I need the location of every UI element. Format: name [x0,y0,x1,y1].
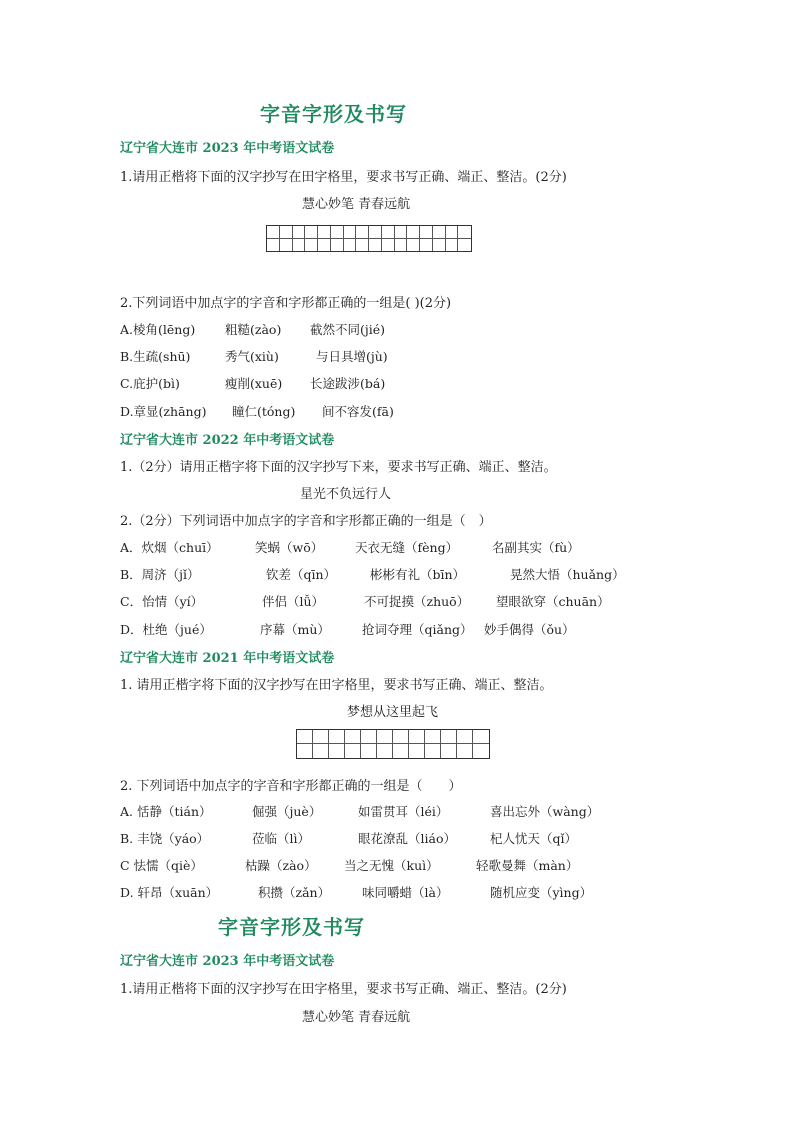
question-1-2023: 1.请用正楷将下面的汉字抄写在田字格里，要求书写正确、端正、整洁。(2分) [120,170,567,185]
option-b-2022-2: 钦差（qīn） [266,567,337,582]
option-a-2022-3: 天衣无缝（fèng） [355,540,459,555]
tianzige-grid-2021 [296,729,490,759]
option-b-2021-3: 眼花潦乱（liáo） [358,831,456,846]
option-d-2021-2: 积攒（zǎn） [258,885,331,900]
option-c-2022-1: C．怡情（yí） [120,594,204,609]
option-b-2023-2: 秀气(xiù) [225,349,279,364]
tianzige-grid-2023 [266,225,472,252]
option-c-2021-3: 当之无愧（kuì） [344,858,439,873]
option-b-2022-3: 彬彬有礼（bīn） [370,567,466,582]
option-c-2021-1: C 怯懦（qiè） [120,858,203,873]
option-c-2022-3: 不可捉摸（zhuō） [364,594,470,609]
section-heading-2021: 辽宁省大连市 2021 年中考语文试卷 [120,651,335,666]
question-1-2022: 1.（2分）请用正楷字将下面的汉字抄写下来，要求书写正确、端正、整洁。 [120,460,557,475]
copy-text-2022: 星光不负远行人 [300,487,392,502]
option-c-2022-4: 望眼欲穿（chuān） [496,594,610,609]
option-c-2021-2: 枯躁（zào） [245,858,317,873]
option-b-2022-4: 晃然大悟（huǎng） [510,567,625,582]
option-b-2021-2: 莅临（lì） [252,831,310,846]
option-c-2023-1: C.庇护(bì) [120,376,180,391]
option-a-2021-4: 喜出忘外（wàng） [490,804,600,819]
question-2-2021: 2. 下列词语中加点字的字音和字形都正确的一组是（ ） [120,779,462,794]
question-2-2022: 2.（2分）下列词语中加点字的字音和字形都正确的一组是（ ） [120,514,492,529]
option-b-2021-1: B. 丰饶（yáo） [120,831,210,846]
option-d-2022-3: 抢词夺理（qiǎng） [362,622,473,637]
section-heading-2023: 辽宁省大连市 2023 年中考语文试卷 [120,141,335,156]
option-a-2022-2: 笑蜗（wō） [255,540,324,555]
section-heading-2022: 辽宁省大连市 2022 年中考语文试卷 [120,433,335,448]
copy-text-2023: 慧心妙笔 青春远航 [302,197,411,212]
option-b-2023-1: B.生疏(shū) [120,349,191,364]
option-d-2022-1: D．杜绝（jué） [120,622,212,637]
option-a-2021-1: A. 恬静（tián） [120,804,212,819]
option-c-2023-2: 瘦削(xuē) [225,376,283,391]
option-b-2021-4: 杞人忧天（qǐ） [490,831,577,846]
question-2-2023: 2.下列词语中加点字的字音和字形都正确的一组是( )(2分) [120,296,452,311]
option-d-2021-3: 味同嚼蜡（là） [362,885,449,900]
option-d-2021-1: D. 轩昂（xuān） [120,885,219,900]
option-a-2023-3: 截然不同(jié) [310,322,386,337]
question-1-2021: 1. 请用正楷字将下面的汉字抄写在田字格里，要求书写正确、端正、整洁。 [120,678,553,693]
option-d-2023-2: 瞳仁(tóng) [232,404,296,419]
option-a-2023-1: A.棱角(lēng) [120,322,196,337]
option-a-2021-3: 如雷贯耳（léi） [358,804,449,819]
repeated-question-1-2023: 1.请用正楷将下面的汉字抄写在田字格里，要求书写正确、端正、整洁。(2分) [120,982,567,997]
option-d-2023-1: D.章显(zhāng) [120,404,207,419]
option-d-2022-4: 妙手偶得（ǒu） [484,622,575,637]
option-d-2023-3: 间不容发(fā) [322,404,394,419]
option-d-2022-2: 序幕（mù） [260,622,330,637]
option-a-2022-4: 名副其实（fù） [492,540,580,555]
option-c-2021-4: 轻歌曼舞（màn） [476,858,579,873]
option-a-2022-1: A．炊烟（chuī） [120,540,219,555]
option-b-2022-1: B．周济（jǐ） [120,567,200,582]
option-a-2021-2: 倔强（juè） [252,804,322,819]
repeated-copy-text-2023: 慧心妙笔 青春远航 [302,1010,411,1025]
option-c-2022-2: 伴侣（lǚ） [262,594,325,609]
option-d-2021-4: 随机应变（yìng） [490,885,593,900]
option-a-2023-2: 粗糙(zào) [225,322,282,337]
copy-text-2021: 梦想从这里起飞 [347,705,439,720]
option-b-2023-3: 与日具增(jù) [316,349,388,364]
page-title: 字音字形及书写 [260,102,407,126]
option-c-2023-3: 长途跋涉(bá) [310,376,386,391]
repeated-page-title: 字音字形及书写 [218,915,365,939]
repeated-section-heading-2023: 辽宁省大连市 2023 年中考语文试卷 [120,954,335,969]
